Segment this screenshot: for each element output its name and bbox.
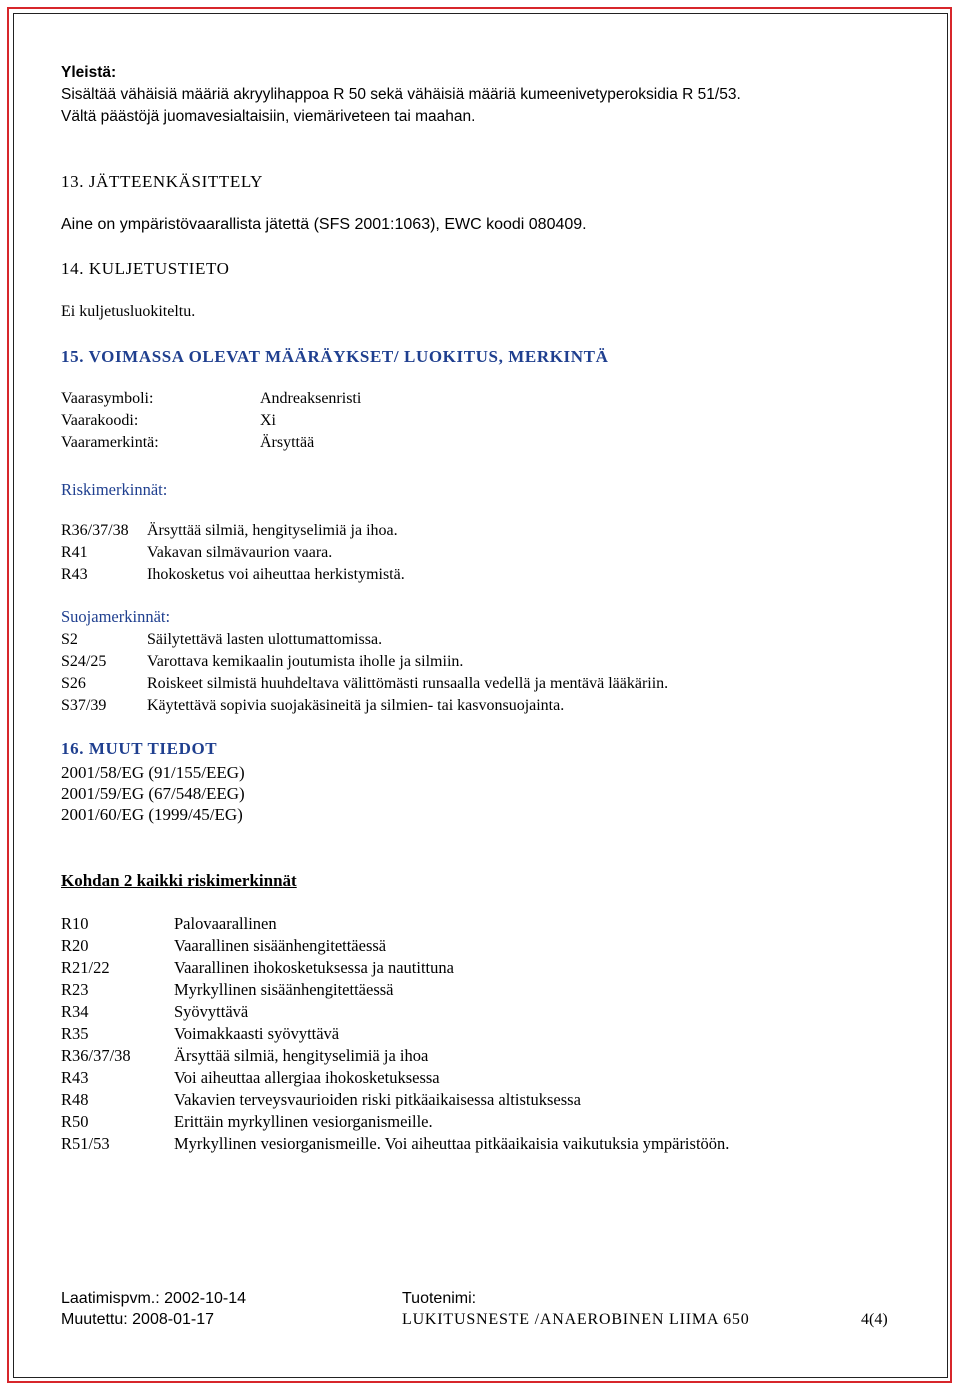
- section-16-line: 2001/59/EG (67/548/EEG): [61, 784, 245, 803]
- risk-text: Voi aiheuttaa allergiaa ihokosketuksessa: [174, 1068, 440, 1087]
- footer-product-name: LUKITUSNESTE /ANAEROBINEN LIIMA 650: [402, 1311, 750, 1328]
- safety-heading: Suojamerkinnät:: [61, 607, 171, 626]
- hazard-value: Andreaksenristi: [260, 390, 362, 407]
- safety-code: S37/39: [61, 697, 107, 714]
- risk-text: Palovaarallinen: [174, 914, 277, 933]
- risk-text: Ärsyttää silmiä, hengityselimiä ja ihoa.: [147, 522, 398, 539]
- risk-text: Myrkyllinen sisäänhengitettäessä: [174, 980, 394, 999]
- risk-heading: Riskimerkinnät:: [61, 480, 168, 499]
- section-13-heading: 13. JÄTTEENKÄSITTELY: [61, 172, 263, 191]
- hazard-value: Xi: [260, 412, 276, 429]
- footer-modified: Muutettu: 2008-01-17: [61, 1311, 214, 1328]
- section-16-line: 2001/60/EG (1999/45/EG): [61, 805, 243, 824]
- general-heading: Yleistä:: [61, 64, 117, 81]
- risk-code: R36/37/38: [61, 522, 129, 539]
- risk-code: R10: [61, 914, 89, 933]
- risk-code: R43: [61, 1068, 89, 1087]
- section-16-line: 2001/58/EG (91/155/EEG): [61, 763, 245, 782]
- safety-text: Säilytettävä lasten ulottumattomissa.: [147, 631, 383, 648]
- hazard-label: Vaarakoodi:: [61, 412, 139, 429]
- risk-code: R35: [61, 1024, 89, 1043]
- section-15-heading: 15. VOIMASSA OLEVAT MÄÄRÄYKSET/ LUOKITUS, MERKINTÄ: [61, 347, 609, 366]
- risk-code: R34: [61, 1002, 89, 1021]
- risk-text: Vaarallinen sisäänhengitettäessä: [174, 936, 387, 955]
- risk-text: Erittäin myrkyllinen vesiorganismeille.: [174, 1112, 433, 1131]
- risk-text: Syövyttävä: [174, 1002, 249, 1021]
- risk-code: R43: [61, 566, 88, 583]
- risk-text: Vakavan silmävaurion vaara.: [147, 544, 333, 561]
- risk-code: R41: [61, 544, 88, 561]
- risk-code: R20: [61, 936, 89, 955]
- safety-code: S26: [61, 675, 86, 692]
- page-number: 4(4): [861, 1311, 888, 1328]
- section-16-heading: 16. MUUT TIEDOT: [61, 739, 218, 758]
- safety-code: S24/25: [61, 653, 107, 670]
- risk-text: Myrkyllinen vesiorganismeille. Voi aiheuttaa pitkäaikaisia vaikutuksia ympäristöön.: [174, 1134, 730, 1153]
- footer-created: Laatimispvm.: 2002-10-14: [61, 1290, 246, 1307]
- risk-code: R21/22: [61, 958, 110, 977]
- general-line-1: Sisältää vähäisiä määriä akryylihappoa R 50 sekä vähäisiä määriä kumeenivetyperoksidia R 51/53.: [61, 86, 741, 103]
- risk-text: Vakavien terveysvaurioiden riski pitkäaikaisessa altistuksessa: [174, 1090, 581, 1109]
- safety-text: Käytettävä sopivia suojakäsineitä ja silmien- tai kasvonsuojainta.: [147, 697, 565, 714]
- safety-text: Varottava kemikaalin joutumista iholle ja silmiin.: [147, 653, 464, 670]
- hazard-value: Ärsyttää: [260, 434, 315, 451]
- risk-text: Voimakkaasti syövyttävä: [174, 1024, 340, 1043]
- section-14-text: Ei kuljetusluokiteltu.: [61, 303, 196, 320]
- hazard-label: Vaarasymboli:: [61, 390, 154, 407]
- section-13-text: Aine on ympäristövaarallista jätettä (SFS 2001:1063), EWC koodi 080409.: [61, 216, 587, 233]
- risk-code: R51/53: [61, 1134, 110, 1153]
- safety-code: S2: [61, 631, 78, 648]
- risk-code: R36/37/38: [61, 1046, 131, 1065]
- risk-text: Ärsyttää silmiä, hengityselimiä ja ihoa: [174, 1046, 429, 1065]
- hazard-label: Vaaramerkintä:: [61, 434, 159, 451]
- risk-code: R48: [61, 1090, 89, 1109]
- risk-text: Ihokosketus voi aiheuttaa herkistymistä.: [147, 566, 405, 583]
- safety-text: Roiskeet silmistä huuhdeltava välittömästi runsaalla vedellä ja mentävä lääkäriin.: [147, 675, 669, 692]
- all-risks-heading: Kohdan 2 kaikki riskimerkinnät: [61, 871, 297, 890]
- section-14-heading: 14. KULJETUSTIETO: [61, 259, 230, 278]
- risk-code: R50: [61, 1112, 89, 1131]
- footer-product-label: Tuotenimi:: [402, 1290, 477, 1307]
- risk-text: Vaarallinen ihokosketuksessa ja nautittuna: [174, 958, 454, 977]
- risk-code: R23: [61, 980, 89, 999]
- general-line-2: Vältä päästöjä juomavesialtaisiin, viemäriveteen tai maahan.: [61, 108, 476, 125]
